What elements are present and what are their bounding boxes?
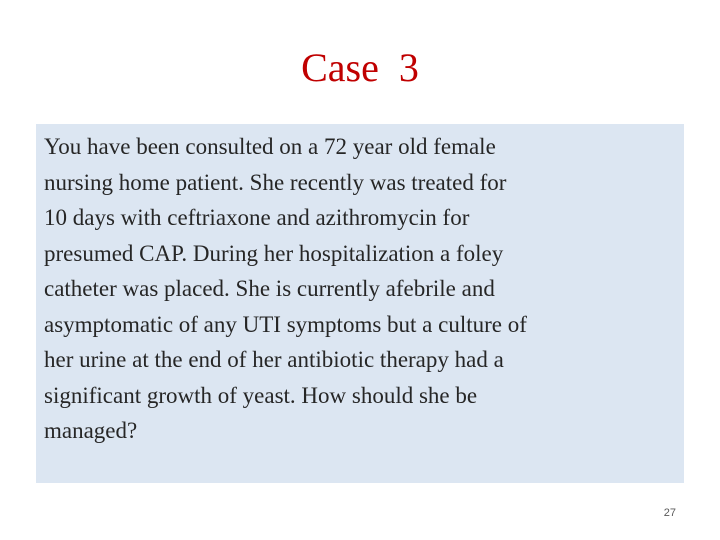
case-text-line-1: You have been consulted on a 72 year old female: [44, 134, 496, 159]
case-text-line-9: managed?: [44, 418, 138, 443]
case-text-line-6: asymptomatic of any UTI symptoms but a culture of: [44, 311, 527, 337]
case-text-line-4: presumed CAP. During her hospitalization a foley: [44, 240, 504, 266]
case-text-line-2: nursing home patient. She recently was treated for: [44, 169, 507, 195]
case-text-line-7: her urine at the end of her antibiotic therapy had a: [44, 347, 504, 372]
page-number: 27: [663, 507, 676, 519]
slide-title: Case 3: [301, 45, 419, 90]
case-text-line-8: significant growth of yeast. How should she be: [44, 382, 478, 408]
case-description-text: [44, 129, 674, 449]
case-text-line-5: catheter was placed. She is currently afebrile and: [44, 276, 495, 301]
case-description-box: [36, 124, 684, 483]
case-text-line-3: 10 days with ceftriaxone and azithromycin for: [44, 205, 470, 230]
